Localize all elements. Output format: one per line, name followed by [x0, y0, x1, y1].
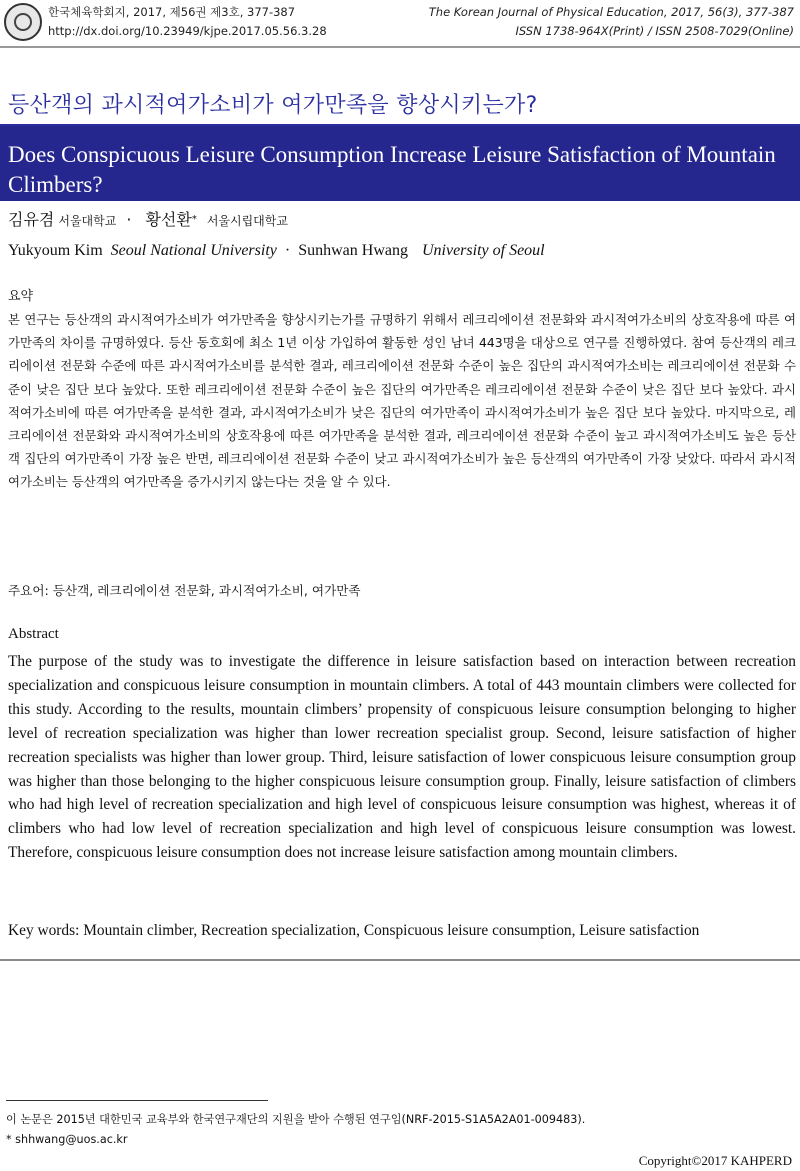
affiliation-1-kr: 서울대학교 [58, 214, 117, 228]
header-left [48, 3, 327, 41]
affiliation-2-kr: 서울시립대학교 [206, 214, 288, 228]
author-1-en: Yukyoum Kim [8, 242, 103, 259]
footnote-divider [6, 1100, 268, 1101]
journal-citation-en: The Korean Journal of Physical Education, 2017, 56(3), 377-387 [428, 5, 794, 19]
author-1-kr: 김유겸 [8, 210, 55, 229]
header-divider [0, 46, 800, 48]
abstract-en-text: The purpose of the study was to investigate the difference in leisure satisfaction based on interaction between recreation specialization and conspicuous leisure consumption in mountain climbers. A total of 443 mountain climbers were collected for this study. According to the results, mountain climbers’ propensity of conspicuous leisure consumption belonging to higher level of recreation specialization was higher than lower recreation specialist group. Second, leisure satisfaction of higher recreation specialists was higher than lower group. Third, leisure satisfaction of lower conspicuous leisure consumption group was higher than those belonging to the higher conspicuous leisure consumption group. Finally, leisure satisfaction of climbers who had high level of recreation specialization and high level of conspicuous leisure consumption was highest, whereas it of climbers who had low level of recreation specialization and high level of conspicuous leisure consumption was lowest. Therefore, conspicuous leisure consumption does not increase leisure satisfaction among mountain climbers. [8, 653, 796, 862]
authors-korean [8, 208, 288, 233]
title-korean: 등산객의 과시적여가소비가 여가만족을 향상시키는가? [8, 93, 538, 118]
affiliation-1-en: Seoul National University [110, 242, 277, 259]
author-separator: · [126, 210, 132, 229]
author-2-en: Sunhwan Hwang [298, 242, 408, 259]
page-header [0, 0, 800, 46]
title-english: Does Conspicuous Leisure Consumption Increase Leisure Satisfaction of Mountain Climbers? [8, 142, 776, 197]
author-separator-en: · [284, 242, 291, 259]
doi-link[interactable]: http://dx.doi.org/10.23949/kjpe.2017.05.56.3.28 [48, 24, 327, 38]
funding-footnote: 이 논문은 2015년 대한민국 교육부와 한국연구재단의 지원을 받아 수행된 연구임(NRF-2015-S1A5A2A01-009483). [6, 1113, 586, 1126]
abstract-kr-text: 본 연구는 등산객의 과시적여가소비가 여가만족을 향상시키는가를 규명하기 위해서 레크리에이션 전문화와 과시적여가소비의 상호작용에 따른 여가만족의 차이를 규명하였다. 등산 동호회에 최소 1년 이상 가입하여 활동한 성인 남녀 443명을 대상으로 연구를 진행하였다. 참여 등산객의 레크리에이션 전문화 수준에 따른 과시적여가소비를 분석한 결과, 레크리에이션 전문화 수준이 높은 집단의 과시적여가소비는 레크리에이션 전문화 수준이 낮은 집단 보다 높았다. 또한 레크리에이션 전문화 수준이 높은 집단의 여가만족은 레크리에이션 전문화 수준이 낮은 집단 보다 높았다. 과시적여가소비에 따른 여가만족을 분석한 결과, 과시적여가소비가 낮은 집단의 여가만족이 과시적여가소비가 높은 집단 보다 높았다. 마지막으로, 레크리에이션 전문화와 과시적여가소비의 상호작용에 따른 여가만족을 분석한 결과, 레크리에이션 전문화 수준이 높고 과시적여가소비도 높은 등산객 집단의 여가만족이 가장 높은 반면, 레크리에이션 전문화 수준이 낮고 과시적여가소비가 높은 등산객의 여가만족이 가장 낮았다. 따라서 과시적여가소비는 등산객의 여가만족을 증가시키지 않는다는 것을 알 수 있다. [8, 312, 796, 490]
section-divider [0, 959, 800, 961]
affiliation-2-en: University of Seoul [421, 242, 545, 259]
abstract-en-label: Abstract [8, 626, 59, 642]
keywords-kr: 주요어: 등산객, 레크리에이션 전문화, 과시적여가소비, 여가만족 [8, 583, 361, 598]
issn-line: ISSN 1738-964X(Print) / ISSN 2508-7029(Online) [515, 24, 794, 38]
email-footnote[interactable]: * shhwang@uos.ac.kr [6, 1133, 128, 1146]
header-right [429, 3, 794, 41]
author-2-kr: 황선환 [145, 210, 192, 229]
journal-logo-icon [4, 3, 42, 41]
abstract-kr-label: 요약 [8, 289, 34, 304]
authors-english [8, 239, 545, 263]
corresponding-mark: * [191, 214, 197, 225]
copyright-notice: Copyright©2017 KAHPERD [638, 1153, 792, 1168]
keywords-en: Key words: Mountain climber, Recreation specialization, Conspicuous leisure consumption, Leisure satisfaction [8, 922, 700, 939]
journal-citation-kr: 한국체육학회지, 2017, 제56권 제3호, 377-387 [48, 5, 296, 19]
